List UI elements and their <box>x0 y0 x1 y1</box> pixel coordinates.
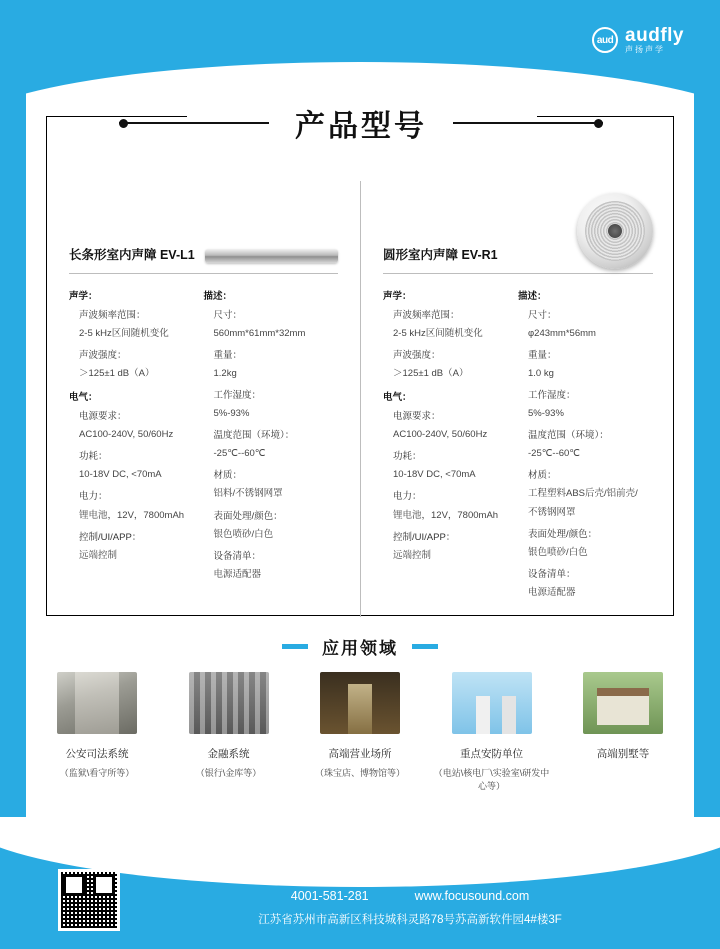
spec-label: 温度范围（环境）： <box>528 430 609 442</box>
spec-col-description-1 <box>204 288 339 590</box>
spec-label: 控制/UI/APP： <box>79 531 142 543</box>
spec-value: 锂电池，12V，7800mAh <box>393 509 499 521</box>
hall-photo <box>320 672 400 734</box>
product-columns <box>47 181 675 617</box>
spec-label: 表面处理/颜色： <box>213 510 283 522</box>
spec-item <box>69 307 198 343</box>
spec-label: 电源要求： <box>79 411 127 423</box>
spec-item <box>204 548 333 584</box>
logo-mark-icon: aud <box>592 27 618 53</box>
spec-item <box>204 427 333 463</box>
accent-bar-right <box>412 644 438 649</box>
spec-group-acoustic-2 <box>383 288 512 383</box>
spec-label: 重量： <box>213 350 243 362</box>
spec-label: 表面处理/颜色： <box>528 528 598 540</box>
spec-item <box>518 467 647 521</box>
spec-label: 声波频率范围： <box>79 310 146 322</box>
spec-value: ＞125±1 dB（A） <box>393 368 469 380</box>
application-label: 高端别墅等 <box>596 748 650 760</box>
corridor-photo <box>57 672 137 734</box>
spec-value: -25℃--60℃ <box>213 448 266 460</box>
product-specs-2 <box>383 288 653 608</box>
product-header-2 <box>383 181 653 273</box>
spec-label: 声波频率范围： <box>393 310 460 322</box>
spec-value: -25℃--60℃ <box>528 448 580 460</box>
spec-label: 电源要求： <box>393 411 441 423</box>
application-item <box>562 672 684 792</box>
website-link[interactable]: www.focusound.com <box>414 889 530 903</box>
company-address: 江苏省苏州市高新区科技城科灵路78号苏高新软件园4#楼3F <box>258 914 562 926</box>
logo-name-cn: 声扬声学 <box>625 44 666 54</box>
spec-label: 声波强度： <box>393 350 441 362</box>
spec-value: 银色喷砂/白色 <box>213 528 274 540</box>
logo-text <box>625 26 684 54</box>
spec-label: 材质： <box>528 470 557 482</box>
spec-value: 10-18V DC, <70mA <box>393 469 476 481</box>
spec-value: 电源适配器 <box>213 568 262 580</box>
vault-photo <box>189 672 269 734</box>
round-speaker-image <box>577 193 653 269</box>
application-title: 应用领域 <box>322 639 398 658</box>
spec-item <box>69 408 198 444</box>
spec-label: 温度范围（环境）： <box>213 430 295 442</box>
spec-col-acoustic-1 <box>69 288 204 590</box>
spec-value: 2-5 kHz区间随机变化 <box>393 328 483 340</box>
spec-item <box>204 347 333 383</box>
spec-value: 远端控制 <box>393 549 432 561</box>
spec-item <box>204 387 333 423</box>
villa-photo <box>583 672 663 734</box>
brand-logo <box>592 26 684 54</box>
spec-item <box>69 488 198 524</box>
spec-item <box>383 408 512 444</box>
application-item <box>299 672 421 792</box>
product-spec-box <box>46 110 674 616</box>
left-blue-strip <box>0 40 26 870</box>
spec-label: 重量： <box>528 350 557 362</box>
page-title: 产品型号 <box>287 101 435 145</box>
main-content <box>26 100 694 860</box>
spec-value: ＞125±1 dB（A） <box>79 368 155 380</box>
spec-item <box>383 307 512 343</box>
title-rule-right <box>453 122 603 124</box>
divider-1 <box>69 273 338 274</box>
product-name-1: 长条形室内声障 EV-L1 <box>69 248 195 262</box>
spec-label: 设备清单： <box>528 568 576 580</box>
divider-2 <box>383 273 653 274</box>
spec-group-electrical-2 <box>383 389 512 564</box>
spec-value: 电源适配器 <box>528 586 576 598</box>
spec-group-electrical-1 <box>69 389 198 564</box>
spec-value: AC100-240V, 50/60Hz <box>79 429 174 441</box>
phone-number[interactable]: 4001-581-281 <box>290 889 369 903</box>
spec-value: 1.0 kg <box>528 368 554 380</box>
qr-code-pattern <box>61 872 117 928</box>
spec-item <box>383 529 512 565</box>
product-specs-1 <box>69 288 338 590</box>
spec-col-description-2 <box>518 288 653 608</box>
spec-item <box>204 307 333 343</box>
spec-head: 电气： <box>69 392 98 404</box>
spec-item <box>518 387 647 423</box>
spec-group-description-2 <box>518 288 647 602</box>
footer-contact <box>140 889 680 903</box>
spec-value: 560mm*61mm*32mm <box>213 328 306 340</box>
bar-speaker-image <box>205 249 338 263</box>
spec-label: 尺寸： <box>528 310 557 322</box>
spec-value: 远端控制 <box>79 549 118 561</box>
application-label: 公安司法系统 <box>65 748 129 760</box>
spec-group-acoustic-1 <box>69 288 198 383</box>
spec-item <box>69 529 198 565</box>
spec-item <box>204 508 333 544</box>
spec-label: 设备清单： <box>213 550 262 562</box>
spec-label: 声波强度： <box>79 350 127 362</box>
spec-item <box>518 526 647 562</box>
spec-item <box>204 467 333 503</box>
spec-item <box>69 347 198 383</box>
product-name-2: 圆形室内声障 EV-R1 <box>383 248 498 262</box>
application-item <box>168 672 290 792</box>
spec-label: 控制/UI/APP： <box>393 531 456 543</box>
spec-value: 10-18V DC, <70mA <box>79 469 162 481</box>
spec-head: 电气： <box>383 392 412 404</box>
application-label: 金融系统 <box>207 748 250 760</box>
application-list <box>36 672 684 792</box>
spec-item <box>518 427 647 463</box>
qr-code[interactable] <box>58 869 120 931</box>
spec-head: 描述： <box>518 291 547 302</box>
spec-label: 功耗： <box>393 451 422 463</box>
spec-value: 5%-93% <box>213 408 250 420</box>
application-item <box>36 672 158 792</box>
application-item <box>431 672 553 792</box>
section-title-product <box>47 101 675 145</box>
spec-item <box>69 448 198 484</box>
product-header-1 <box>69 181 338 273</box>
spec-value: 铝料/不锈钢网罩 <box>213 488 283 500</box>
spec-value: 锂电池，12V，7800mAh <box>79 509 185 521</box>
spec-col-acoustic-2 <box>383 288 518 608</box>
spec-label: 电力： <box>79 491 108 503</box>
spec-value: 工程塑料ABS后壳/铝前壳/不锈钢网罩 <box>528 488 638 518</box>
spec-label: 材质： <box>213 470 243 482</box>
spec-item <box>383 448 512 484</box>
title-rule-left <box>119 122 269 124</box>
spec-value: φ243mm*56mm <box>528 328 596 340</box>
spec-value: 银色喷砂/白色 <box>528 546 588 558</box>
spec-head: 声学： <box>69 291 98 302</box>
product-column-2 <box>361 181 675 617</box>
spec-label: 电力： <box>393 491 422 503</box>
application-label: 高端营业场所 <box>328 748 392 760</box>
spec-label: 工作湿度： <box>528 390 576 402</box>
spec-label: 工作湿度： <box>213 390 262 402</box>
section-title-application <box>26 634 694 659</box>
spec-head: 声学： <box>383 291 412 302</box>
application-sublabel: （监狱\看守所等） <box>59 768 135 778</box>
spec-item <box>518 566 647 602</box>
logo-name-en: audfly <box>625 25 684 46</box>
spec-value: 1.2kg <box>213 368 237 380</box>
application-sublabel: （电站\核电厂\实验室\研发中心等） <box>433 768 550 791</box>
spec-value: AC100-240V, 50/60Hz <box>393 429 488 441</box>
spec-value: 2-5 kHz区间随机变化 <box>79 328 169 340</box>
application-label: 重点安防单位 <box>460 748 523 760</box>
spec-label: 功耗： <box>79 451 108 463</box>
spec-item <box>383 347 512 383</box>
spec-group-description-1 <box>204 288 333 584</box>
application-sublabel: （银行\金库等） <box>195 768 262 778</box>
application-sublabel: （珠宝店、博物馆等） <box>314 768 405 778</box>
product-column-1 <box>47 181 361 617</box>
spec-item <box>383 488 512 524</box>
spec-item <box>518 347 647 383</box>
spec-value: 5%-93% <box>528 408 564 420</box>
spec-head: 描述： <box>203 291 233 302</box>
powerplant-photo <box>452 672 532 734</box>
spec-item <box>518 307 647 343</box>
accent-bar-left <box>282 644 308 649</box>
right-blue-strip <box>694 40 720 870</box>
spec-label: 尺寸： <box>213 310 243 322</box>
